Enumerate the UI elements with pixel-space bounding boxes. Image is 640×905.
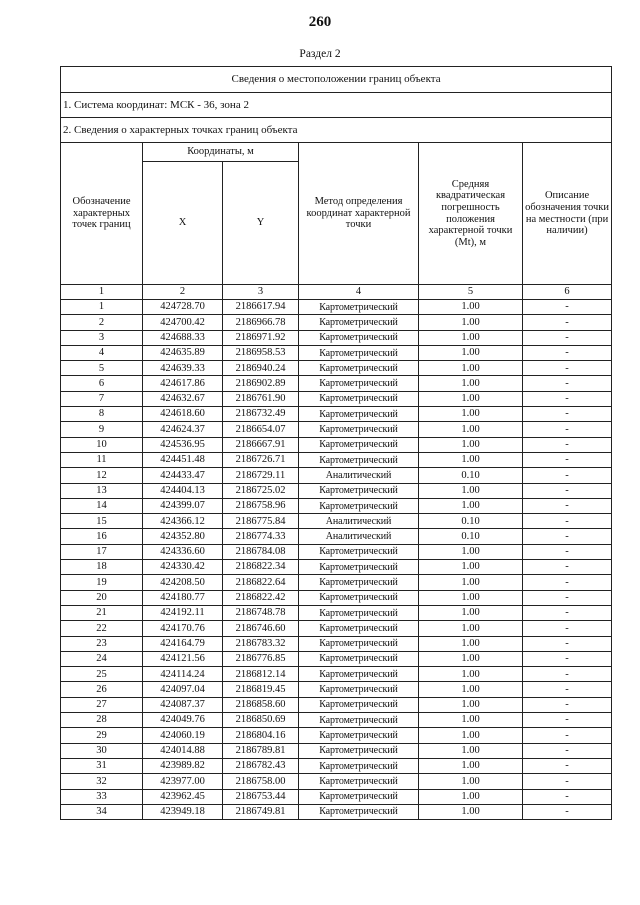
method-cell: Картометрический	[299, 544, 419, 559]
method-cell: Картометрический	[299, 804, 419, 819]
point-number-cell: 27	[61, 697, 143, 712]
x-coordinate-cell: 424632.67	[143, 391, 223, 406]
point-number-cell: 17	[61, 544, 143, 559]
column-number: 3	[223, 285, 299, 300]
x-coordinate-cell: 424536.95	[143, 437, 223, 452]
x-coordinate-cell: 423989.82	[143, 758, 223, 773]
point-number-cell: 31	[61, 758, 143, 773]
point-number-cell: 20	[61, 590, 143, 605]
y-coordinate-cell: 2186971.92	[223, 330, 299, 345]
point-number-cell: 13	[61, 483, 143, 498]
x-coordinate-cell: 424399.07	[143, 498, 223, 513]
y-coordinate-cell: 2186804.16	[223, 728, 299, 743]
header-designation: Обозначение характерных точек границ	[61, 143, 143, 285]
method-cell: Картометрический	[299, 697, 419, 712]
description-cell: -	[523, 590, 612, 605]
y-coordinate-cell: 2186940.24	[223, 361, 299, 376]
error-cell: 1.00	[419, 452, 523, 467]
point-number-cell: 23	[61, 636, 143, 651]
y-coordinate-cell: 2186753.44	[223, 789, 299, 804]
error-cell: 1.00	[419, 667, 523, 682]
error-cell: 1.00	[419, 758, 523, 773]
description-cell: -	[523, 544, 612, 559]
header-error: Средняя квадратическая погрешность положения характерной точки (Mt), м	[419, 143, 523, 285]
point-number-cell: 29	[61, 728, 143, 743]
y-coordinate-cell: 2186746.60	[223, 621, 299, 636]
x-coordinate-cell: 424433.47	[143, 468, 223, 483]
error-cell: 1.00	[419, 330, 523, 345]
method-cell: Картометрический	[299, 300, 419, 315]
table-row	[61, 300, 612, 315]
error-cell: 1.00	[419, 560, 523, 575]
description-cell: -	[523, 514, 612, 529]
error-cell: 1.00	[419, 544, 523, 559]
description-cell: -	[523, 774, 612, 789]
description-cell: -	[523, 621, 612, 636]
y-coordinate-cell: 2186725.02	[223, 483, 299, 498]
table-row	[61, 361, 612, 376]
description-cell: -	[523, 743, 612, 758]
coord-system: 1. Система координат: МСК - 36, зона 2	[61, 93, 612, 118]
description-cell: -	[523, 605, 612, 620]
description-cell: -	[523, 713, 612, 728]
point-number-cell: 2	[61, 315, 143, 330]
x-coordinate-cell: 424352.80	[143, 529, 223, 544]
point-number-cell: 4	[61, 345, 143, 360]
table-row	[61, 743, 612, 758]
table-row	[61, 498, 612, 513]
description-cell: -	[523, 529, 612, 544]
description-cell: -	[523, 682, 612, 697]
error-cell: 1.00	[419, 636, 523, 651]
table-row	[61, 621, 612, 636]
error-cell: 1.00	[419, 422, 523, 437]
description-cell: -	[523, 376, 612, 391]
method-cell: Картометрический	[299, 621, 419, 636]
point-number-cell: 8	[61, 407, 143, 422]
x-coordinate-cell: 424049.76	[143, 713, 223, 728]
y-coordinate-cell: 2186726.71	[223, 452, 299, 467]
method-cell: Картометрический	[299, 315, 419, 330]
y-coordinate-cell: 2186758.96	[223, 498, 299, 513]
table-row	[61, 789, 612, 804]
y-coordinate-cell: 2186782.43	[223, 758, 299, 773]
table-row	[61, 315, 612, 330]
error-cell: 1.00	[419, 651, 523, 666]
point-number-cell: 28	[61, 713, 143, 728]
method-cell: Картометрический	[299, 498, 419, 513]
y-coordinate-cell: 2186775.84	[223, 514, 299, 529]
point-number-cell: 6	[61, 376, 143, 391]
error-cell: 1.00	[419, 743, 523, 758]
method-cell: Картометрический	[299, 483, 419, 498]
point-number-cell: 1	[61, 300, 143, 315]
point-number-cell: 9	[61, 422, 143, 437]
point-number-cell: 12	[61, 468, 143, 483]
y-coordinate-cell: 2186819.45	[223, 682, 299, 697]
description-cell: -	[523, 651, 612, 666]
method-cell: Картометрический	[299, 682, 419, 697]
method-cell: Картометрический	[299, 407, 419, 422]
point-number-cell: 7	[61, 391, 143, 406]
error-cell: 1.00	[419, 483, 523, 498]
y-coordinate-cell: 2186784.08	[223, 544, 299, 559]
y-coordinate-cell: 2186729.11	[223, 468, 299, 483]
table-row	[61, 636, 612, 651]
page-number: 260	[308, 14, 332, 30]
error-cell: 1.00	[419, 605, 523, 620]
error-cell: 1.00	[419, 728, 523, 743]
x-coordinate-cell: 423977.00	[143, 774, 223, 789]
header-y: Y	[223, 162, 299, 285]
table-row	[61, 422, 612, 437]
y-coordinate-cell: 2186774.33	[223, 529, 299, 544]
y-coordinate-cell: 2186902.89	[223, 376, 299, 391]
description-cell: -	[523, 330, 612, 345]
point-number-cell: 11	[61, 452, 143, 467]
points-title: 2. Сведения о характерных точках границ объекта	[61, 118, 612, 143]
description-cell: -	[523, 391, 612, 406]
method-cell: Картометрический	[299, 789, 419, 804]
table-row	[61, 468, 612, 483]
y-coordinate-cell: 2186749.81	[223, 804, 299, 819]
description-cell: -	[523, 422, 612, 437]
method-cell: Картометрический	[299, 758, 419, 773]
point-number-cell: 14	[61, 498, 143, 513]
point-number-cell: 25	[61, 667, 143, 682]
error-cell: 1.00	[419, 407, 523, 422]
error-cell: 1.00	[419, 575, 523, 590]
error-cell: 1.00	[419, 697, 523, 712]
y-coordinate-cell: 2186732.49	[223, 407, 299, 422]
method-cell: Картометрический	[299, 376, 419, 391]
point-number-cell: 21	[61, 605, 143, 620]
column-number: 5	[419, 285, 523, 300]
column-number: 6	[523, 285, 612, 300]
y-coordinate-cell: 2186812.14	[223, 667, 299, 682]
table-row	[61, 452, 612, 467]
point-number-cell: 30	[61, 743, 143, 758]
error-cell: 1.00	[419, 590, 523, 605]
table-row	[61, 590, 612, 605]
table-row	[61, 483, 612, 498]
description-cell: -	[523, 758, 612, 773]
x-coordinate-cell: 424097.04	[143, 682, 223, 697]
description-cell: -	[523, 407, 612, 422]
error-cell: 0.10	[419, 514, 523, 529]
table-row	[61, 651, 612, 666]
method-cell: Картометрический	[299, 774, 419, 789]
point-number-cell: 33	[61, 789, 143, 804]
boundary-points-table	[60, 66, 612, 820]
error-cell: 1.00	[419, 300, 523, 315]
method-cell: Картометрический	[299, 636, 419, 651]
point-number-cell: 22	[61, 621, 143, 636]
point-number-cell: 3	[61, 330, 143, 345]
y-coordinate-cell: 2186858.60	[223, 697, 299, 712]
y-coordinate-cell: 2186758.00	[223, 774, 299, 789]
description-cell: -	[523, 498, 612, 513]
point-number-cell: 18	[61, 560, 143, 575]
description-cell: -	[523, 300, 612, 315]
y-coordinate-cell: 2186783.32	[223, 636, 299, 651]
method-cell: Картометрический	[299, 605, 419, 620]
header-coordinates: Координаты, м	[143, 143, 299, 162]
table-row	[61, 407, 612, 422]
x-coordinate-cell: 423962.45	[143, 789, 223, 804]
description-cell: -	[523, 560, 612, 575]
y-coordinate-cell: 2186776.85	[223, 651, 299, 666]
points-title-row	[61, 118, 612, 143]
table-row	[61, 804, 612, 819]
table-row	[61, 758, 612, 773]
x-coordinate-cell: 424624.37	[143, 422, 223, 437]
method-cell: Картометрический	[299, 452, 419, 467]
error-cell: 1.00	[419, 391, 523, 406]
error-cell: 1.00	[419, 713, 523, 728]
point-number-cell: 34	[61, 804, 143, 819]
y-coordinate-cell: 2186850.69	[223, 713, 299, 728]
y-coordinate-cell: 2186617.94	[223, 300, 299, 315]
y-coordinate-cell: 2186761.90	[223, 391, 299, 406]
table-row	[61, 544, 612, 559]
x-coordinate-cell: 424688.33	[143, 330, 223, 345]
table-row	[61, 560, 612, 575]
x-coordinate-cell: 424404.13	[143, 483, 223, 498]
column-number: 2	[143, 285, 223, 300]
method-cell: Картометрический	[299, 560, 419, 575]
header-description: Описание обозначения точки на местности (при наличии)	[523, 143, 612, 285]
point-number-cell: 16	[61, 529, 143, 544]
description-cell: -	[523, 468, 612, 483]
table-row	[61, 713, 612, 728]
error-cell: 1.00	[419, 315, 523, 330]
column-number: 1	[61, 285, 143, 300]
description-cell: -	[523, 636, 612, 651]
point-number-cell: 15	[61, 514, 143, 529]
header-row-main	[61, 143, 612, 162]
description-cell: -	[523, 667, 612, 682]
description-cell: -	[523, 483, 612, 498]
y-coordinate-cell: 2186822.64	[223, 575, 299, 590]
table-row	[61, 529, 612, 544]
column-numbers-row	[61, 285, 612, 300]
error-cell: 1.00	[419, 621, 523, 636]
point-number-cell: 24	[61, 651, 143, 666]
x-coordinate-cell: 424180.77	[143, 590, 223, 605]
x-coordinate-cell: 423949.18	[143, 804, 223, 819]
table-row	[61, 437, 612, 452]
x-coordinate-cell: 424087.37	[143, 697, 223, 712]
x-coordinate-cell: 424014.88	[143, 743, 223, 758]
header-method: Метод определения координат характерной точки	[299, 143, 419, 285]
description-cell: -	[523, 804, 612, 819]
table-row	[61, 345, 612, 360]
method-cell: Картометрический	[299, 667, 419, 682]
method-cell: Аналитический	[299, 468, 419, 483]
method-cell: Картометрический	[299, 391, 419, 406]
error-cell: 1.00	[419, 682, 523, 697]
x-coordinate-cell: 424336.60	[143, 544, 223, 559]
y-coordinate-cell: 2186822.42	[223, 590, 299, 605]
y-coordinate-cell: 2186667.91	[223, 437, 299, 452]
table-title: Сведения о местоположении границ объекта	[61, 67, 612, 93]
error-cell: 1.00	[419, 437, 523, 452]
table-row	[61, 376, 612, 391]
x-coordinate-cell: 424728.70	[143, 300, 223, 315]
x-coordinate-cell: 424451.48	[143, 452, 223, 467]
method-cell: Картометрический	[299, 437, 419, 452]
x-coordinate-cell: 424330.42	[143, 560, 223, 575]
y-coordinate-cell: 2186789.81	[223, 743, 299, 758]
y-coordinate-cell: 2186958.53	[223, 345, 299, 360]
y-coordinate-cell: 2186654.07	[223, 422, 299, 437]
y-coordinate-cell: 2186822.34	[223, 560, 299, 575]
method-cell: Аналитический	[299, 514, 419, 529]
error-cell: 1.00	[419, 804, 523, 819]
table-row	[61, 605, 612, 620]
x-coordinate-cell: 424114.24	[143, 667, 223, 682]
point-number-cell: 5	[61, 361, 143, 376]
x-coordinate-cell: 424635.89	[143, 345, 223, 360]
method-cell: Картометрический	[299, 422, 419, 437]
description-cell: -	[523, 728, 612, 743]
error-cell: 1.00	[419, 361, 523, 376]
x-coordinate-cell: 424366.12	[143, 514, 223, 529]
x-coordinate-cell: 424208.50	[143, 575, 223, 590]
column-number: 4	[299, 285, 419, 300]
error-cell: 1.00	[419, 774, 523, 789]
error-cell: 1.00	[419, 498, 523, 513]
x-coordinate-cell: 424700.42	[143, 315, 223, 330]
point-number-cell: 32	[61, 774, 143, 789]
table-row	[61, 774, 612, 789]
method-cell: Картометрический	[299, 743, 419, 758]
description-cell: -	[523, 361, 612, 376]
table-row	[61, 728, 612, 743]
description-cell: -	[523, 452, 612, 467]
method-cell: Картометрический	[299, 330, 419, 345]
method-cell: Картометрический	[299, 345, 419, 360]
description-cell: -	[523, 315, 612, 330]
point-number-cell: 19	[61, 575, 143, 590]
point-number-cell: 26	[61, 682, 143, 697]
x-coordinate-cell: 424170.76	[143, 621, 223, 636]
x-coordinate-cell: 424121.56	[143, 651, 223, 666]
x-coordinate-cell: 424192.11	[143, 605, 223, 620]
method-cell: Картометрический	[299, 728, 419, 743]
method-cell: Картометрический	[299, 713, 419, 728]
x-coordinate-cell: 424164.79	[143, 636, 223, 651]
error-cell: 1.00	[419, 376, 523, 391]
table-row	[61, 697, 612, 712]
x-coordinate-cell: 424618.60	[143, 407, 223, 422]
description-cell: -	[523, 437, 612, 452]
error-cell: 1.00	[419, 345, 523, 360]
error-cell: 1.00	[419, 789, 523, 804]
section-label: Раздел 2	[299, 48, 341, 60]
coord-system-row	[61, 93, 612, 118]
x-coordinate-cell: 424060.19	[143, 728, 223, 743]
method-cell: Картометрический	[299, 651, 419, 666]
error-cell: 0.10	[419, 468, 523, 483]
header-x: X	[143, 162, 223, 285]
table-row	[61, 330, 612, 345]
table-row	[61, 514, 612, 529]
method-cell: Картометрический	[299, 361, 419, 376]
table-row	[61, 667, 612, 682]
table-row	[61, 682, 612, 697]
table-row	[61, 391, 612, 406]
description-cell: -	[523, 697, 612, 712]
description-cell: -	[523, 789, 612, 804]
point-number-cell: 10	[61, 437, 143, 452]
y-coordinate-cell: 2186748.78	[223, 605, 299, 620]
x-coordinate-cell: 424617.86	[143, 376, 223, 391]
x-coordinate-cell: 424639.33	[143, 361, 223, 376]
method-cell: Аналитический	[299, 529, 419, 544]
table-title-row	[61, 67, 612, 93]
description-cell: -	[523, 345, 612, 360]
description-cell: -	[523, 575, 612, 590]
y-coordinate-cell: 2186966.78	[223, 315, 299, 330]
method-cell: Картометрический	[299, 590, 419, 605]
method-cell: Картометрический	[299, 575, 419, 590]
error-cell: 0.10	[419, 529, 523, 544]
table-row	[61, 575, 612, 590]
